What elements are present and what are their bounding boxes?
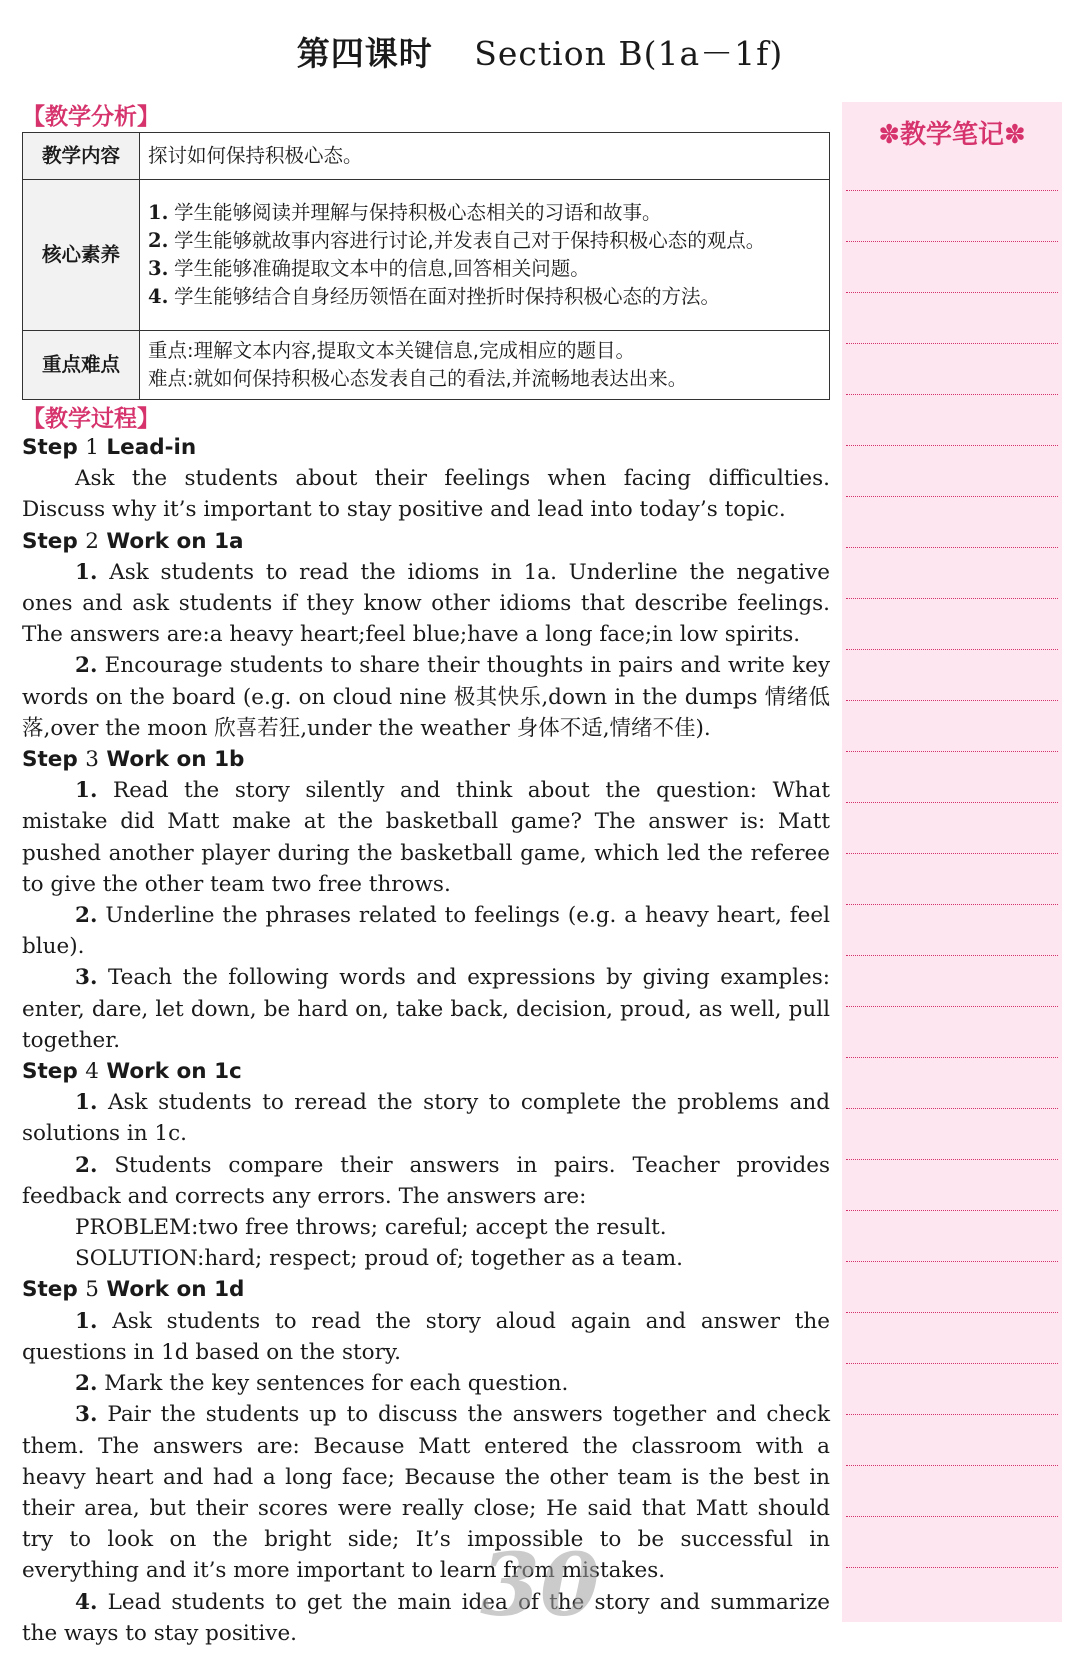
note-line (846, 1261, 1058, 1262)
content-text: 探讨如何保持积极心态。 (140, 133, 830, 180)
step-heading: Step 4 Work on 1c (22, 1059, 242, 1085)
note-line (846, 241, 1058, 242)
content-label: 教学内容 (23, 133, 140, 180)
note-line (846, 445, 1058, 446)
step-paragraph: 3. Teach the following words and expressions by giving examples: enter, dare, let down, be hard on, take back, decision, proud, as well, pull together. (22, 965, 830, 1053)
note-line (846, 496, 1058, 497)
note-line (846, 343, 1058, 344)
note-line (846, 955, 1058, 956)
answer-line: SOLUTION:hard; respect; proud of; together as a team. (75, 1246, 683, 1272)
table-row-key (23, 331, 830, 400)
answer-line: PROBLEM:two free throws; careful; accept the result. (75, 1215, 667, 1241)
note-line (846, 190, 1058, 191)
key-label: 重点难点 (23, 331, 140, 400)
step-paragraph: 2. Mark the key sentences for each question. (75, 1371, 569, 1397)
list-item: 1. 学生能够阅读并理解与保持积极心态相关的习语和故事。 (148, 201, 662, 224)
note-line (846, 547, 1058, 548)
process-heading: 【教学过程】 (22, 406, 160, 432)
list-item: 4. 学生能够结合自身经历领悟在面对挫折时保持积极心态的方法。 (148, 285, 721, 308)
step-paragraph: 1. Ask students to reread the story to complete the problems and solutions in 1c. (22, 1090, 830, 1147)
note-line (846, 1312, 1058, 1313)
note-line (846, 700, 1058, 701)
note-line (846, 751, 1058, 752)
step-paragraph: 2. Encourage students to share their thoughts in pairs and write key words on the board (e.g. on cloud nine 极其快乐,down in the dumps 情绪低落,over the moon 欣喜若狂,under the weather 身体不适,情绪不佳). (22, 653, 830, 741)
lesson-label: 第四课时 (296, 34, 433, 73)
key-point: 重点:理解文本内容,提取文本关键信息,完成相应的题目。 (148, 339, 635, 362)
analysis-heading: 【教学分析】 (22, 104, 160, 130)
step-paragraph: 2. Students compare their answers in pairs. Teacher provides feedback and corrects any errors. The answers are: (22, 1152, 830, 1209)
step-paragraph: 2. Underline the phrases related to feelings (e.g. a heavy heart, feel blue). (22, 903, 830, 960)
list-item: 3. 学生能够准确提取文本中的信息,回答相关问题。 (148, 257, 590, 280)
page-title (0, 28, 1080, 75)
step-paragraph: Ask the students about their feelings when facing difficulties. Discuss why it’s important to stay positive and lead into today’s topic. (22, 466, 830, 523)
note-line (846, 1567, 1058, 1568)
note-line (846, 649, 1058, 650)
key-cell (140, 331, 830, 400)
note-line (846, 1363, 1058, 1364)
note-line (846, 1108, 1058, 1109)
note-line (846, 1057, 1058, 1058)
core-list (148, 199, 821, 311)
step-paragraph: 4. Lead students to get the main idea of the story and summarize the ways to stay positive. (22, 1589, 830, 1646)
note-line (846, 802, 1058, 803)
step-heading: Step 1 Lead-in (22, 435, 197, 460)
step-paragraph: 1. Ask students to read the story aloud again and answer the questions in 1d based on the story. (22, 1308, 830, 1365)
step-heading: Step 3 Work on 1b (22, 747, 245, 773)
step-heading: Step 2 Work on 1a (22, 528, 244, 554)
step-paragraph: 3. Pair the students up to discuss the answers together and check them. The answers are: Because Matt entered the classroom with a heavy heart and had a long face; Because the other team is the best in their area, but their scores were really close; He said that Matt should try to look on the bright side; It’s impossible to be successful in everything and it’s more important to learn from mistakes. (22, 1402, 831, 1584)
note-line (846, 292, 1058, 293)
difficult-point: 难点:就如何保持积极心态发表自己的看法,并流畅地表达出来。 (148, 367, 688, 390)
core-cell (140, 180, 830, 331)
page-number: 30 (480, 1535, 600, 1636)
note-line (846, 1159, 1058, 1160)
table-row-content (23, 133, 830, 180)
notes-panel (842, 102, 1062, 1622)
notes-title: ✽教学笔记✽ (878, 120, 1026, 150)
step-paragraph: 1. Ask students to read the idioms in 1a. Underline the negative ones and ask students if they know other idioms that describe feelings. The answers are:a heavy heart;feel blue;have a long face;in low spirits. (22, 559, 830, 648)
step-paragraph: 1. Read the story silently and think about the question: What mistake did Matt make at the basketball game? The answer is: Matt pushed another player during the basketball game, which led the referee to give the other team two free throws. (22, 778, 830, 897)
core-label: 核心素养 (23, 180, 140, 331)
list-item: 2. 学生能够就故事内容进行讨论,并发表自己对于保持积极心态的观点。 (148, 229, 766, 252)
note-line (846, 1414, 1058, 1415)
note-line (846, 394, 1058, 395)
note-line (846, 1006, 1058, 1007)
analysis-table (22, 132, 830, 400)
section-label: Section B(1a－1f) (474, 34, 784, 73)
note-line (846, 1516, 1058, 1517)
note-line (846, 853, 1058, 854)
note-line (846, 904, 1058, 905)
step-heading: Step 5 Work on 1d (22, 1277, 245, 1303)
note-line (846, 598, 1058, 599)
table-row-core (23, 180, 830, 331)
note-line (846, 1465, 1058, 1466)
teaching-steps (22, 432, 830, 1649)
note-line (846, 1210, 1058, 1211)
